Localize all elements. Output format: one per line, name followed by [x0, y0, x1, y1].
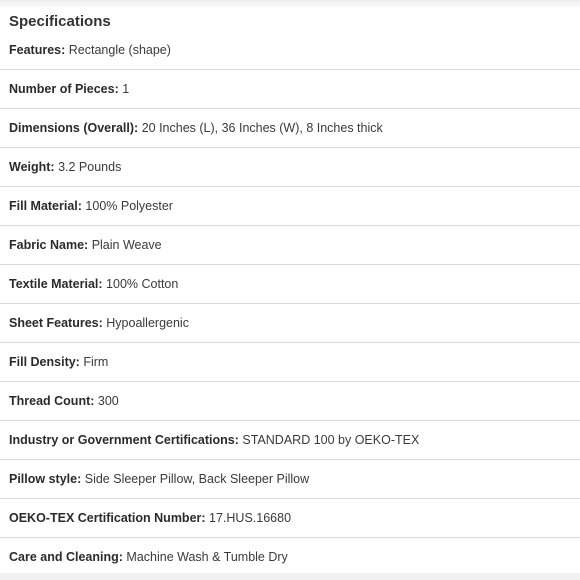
section-title: Specifications: [9, 13, 111, 30]
spec-row-sheet-features: [0, 304, 580, 343]
spec-label: Fabric Name:: [9, 238, 89, 252]
spec-row-fabric-name: [0, 226, 580, 265]
top-shadow-bar: [0, 0, 580, 9]
spec-value: Rectangle (shape): [68, 43, 171, 57]
spec-list: [0, 31, 580, 577]
spec-value: Firm: [83, 355, 109, 369]
bottom-shadow-bar: [0, 573, 580, 580]
spec-label: Textile Material:: [9, 277, 103, 291]
spec-row-features: [0, 31, 580, 70]
spec-row-care-and-cleaning: [0, 538, 580, 577]
spec-label: Fill Density:: [9, 355, 80, 369]
spec-label: Thread Count:: [9, 394, 95, 408]
spec-label: Industry or Government Certifications:: [9, 433, 239, 447]
spec-value: 20 Inches (L), 36 Inches (W), 8 Inches thick: [141, 121, 383, 135]
spec-label: Fill Material:: [9, 199, 82, 213]
spec-row-oeko-tex-number: [0, 499, 580, 538]
spec-row-dimensions: [0, 109, 580, 148]
spec-value: STANDARD 100 by OEKO-TEX: [242, 433, 420, 447]
spec-value: 17.HUS.16680: [209, 511, 292, 525]
spec-value: Side Sleeper Pillow, Back Sleeper Pillow: [84, 472, 310, 486]
spec-row-fill-density: [0, 343, 580, 382]
spec-row-thread-count: [0, 382, 580, 421]
spec-label: Dimensions (Overall):: [9, 121, 139, 135]
spec-row-fill-material: [0, 187, 580, 226]
spec-value: Hypoallergenic: [106, 316, 189, 330]
spec-value: 300: [97, 394, 119, 408]
spec-value: Plain Weave: [91, 238, 162, 252]
spec-label: Sheet Features:: [9, 316, 103, 330]
spec-label: Weight:: [9, 160, 55, 174]
spec-value: Machine Wash & Tumble Dry: [126, 550, 288, 564]
spec-label: Features:: [9, 43, 66, 57]
spec-row-weight: [0, 148, 580, 187]
spec-row-number-of-pieces: [0, 70, 580, 109]
spec-label: Number of Pieces:: [9, 82, 119, 96]
spec-label: Pillow style:: [9, 472, 82, 486]
spec-row-certifications: [0, 421, 580, 460]
spec-value: 3.2 Pounds: [58, 160, 122, 174]
spec-row-textile-material: [0, 265, 580, 304]
spec-label: OEKO-TEX Certification Number:: [9, 511, 206, 525]
spec-label: Care and Cleaning:: [9, 550, 123, 564]
spec-value: 100% Cotton: [106, 277, 179, 291]
spec-value: 100% Polyester: [85, 199, 173, 213]
spec-value: 1: [122, 82, 130, 96]
spec-row-pillow-style: [0, 460, 580, 499]
